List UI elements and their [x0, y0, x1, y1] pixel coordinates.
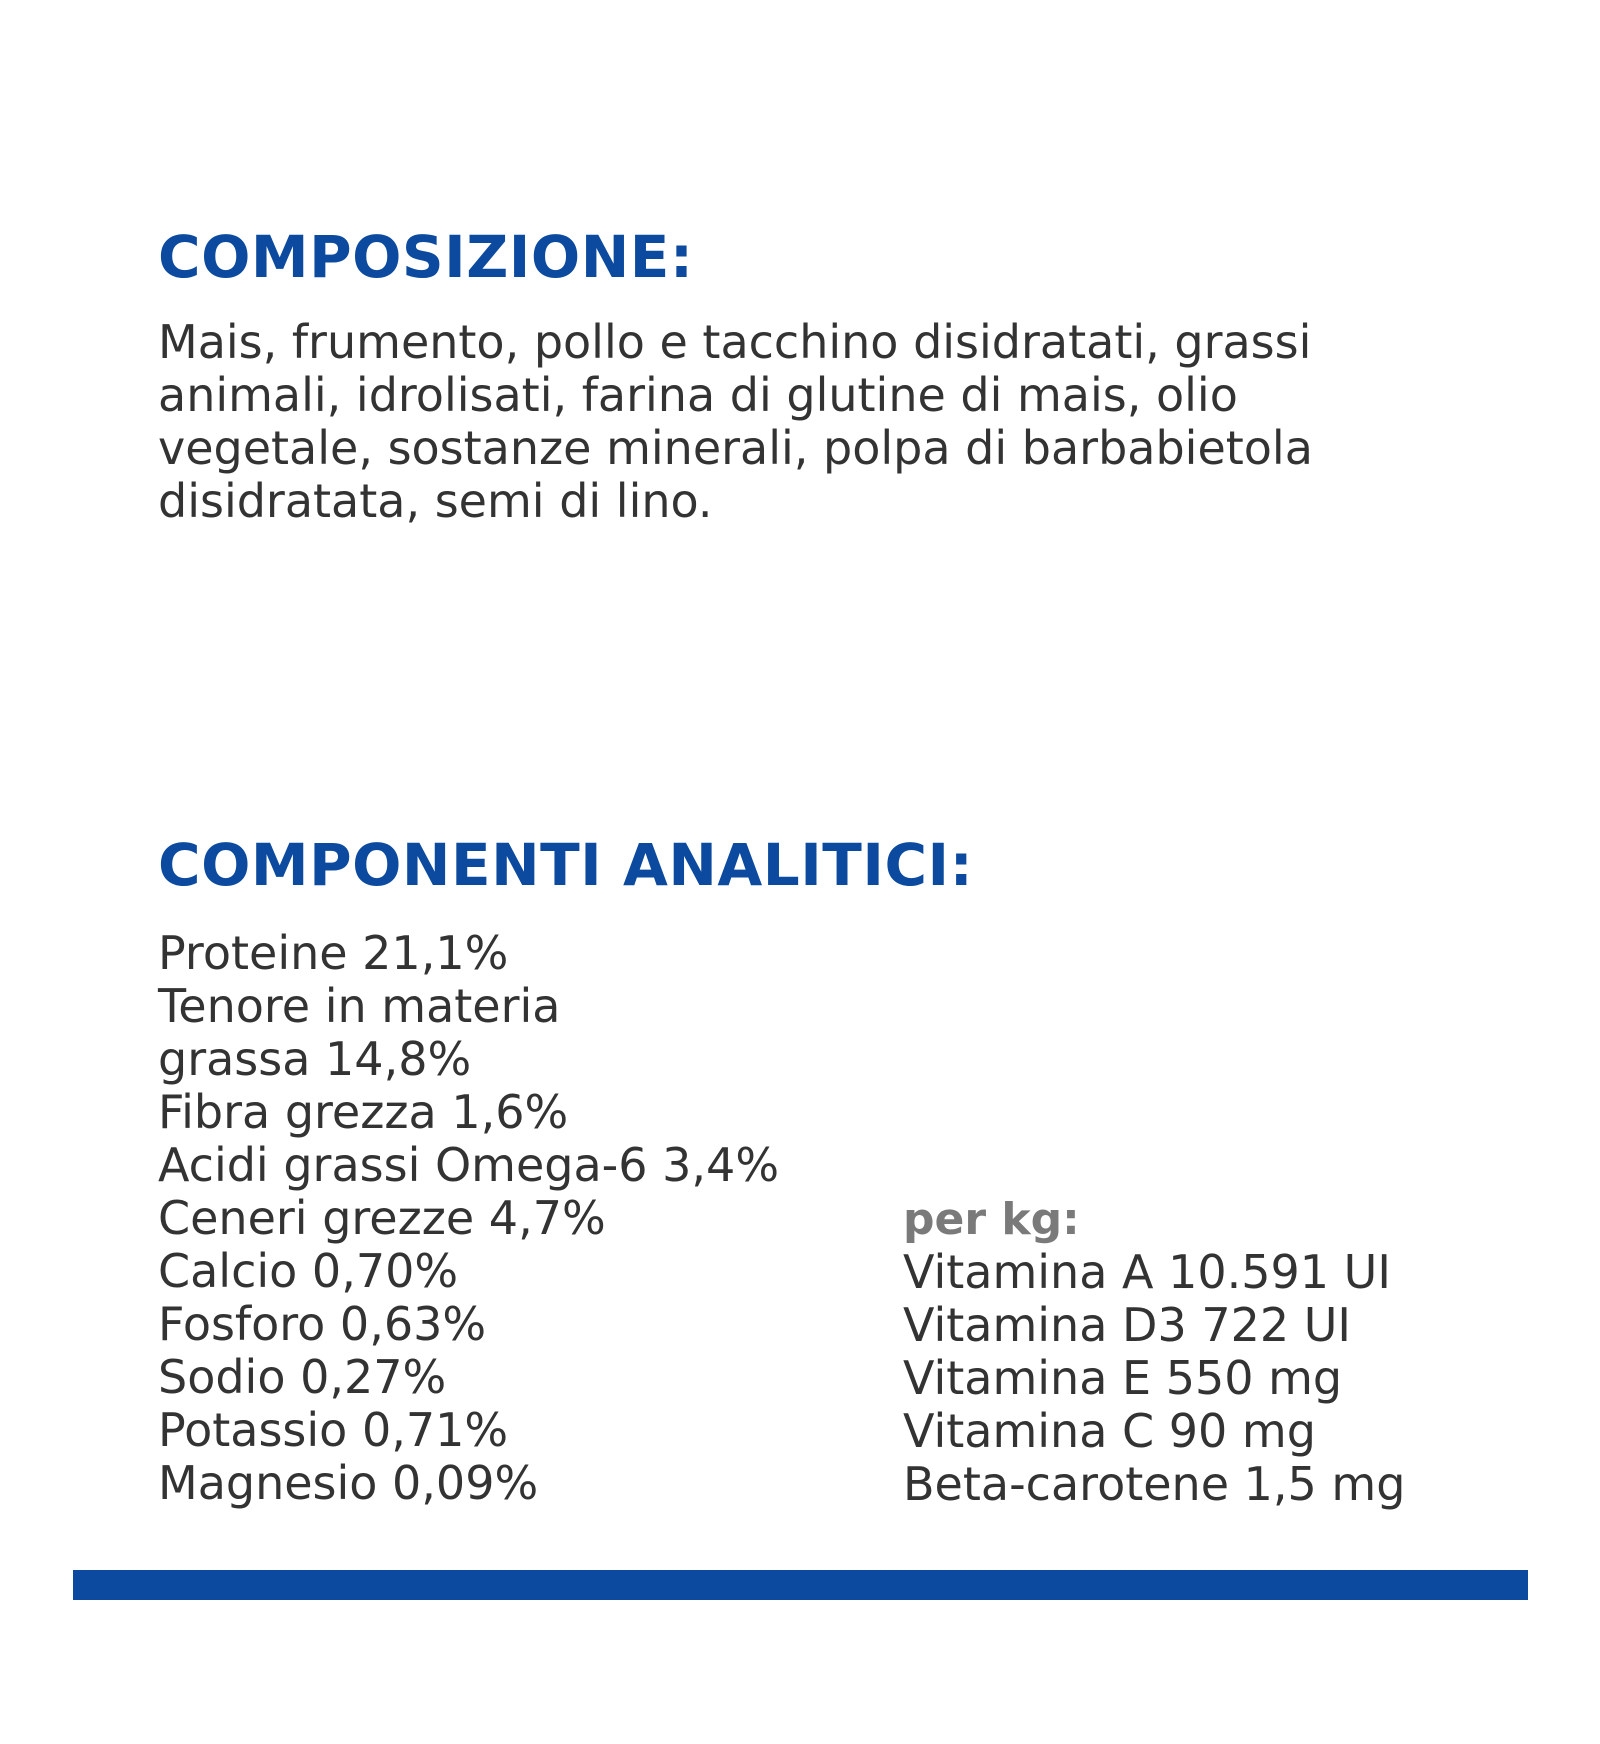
analytics-item-fosforo: Fosforo 0,63%: [158, 1297, 487, 1351]
analytics-list: [158, 927, 779, 1510]
analytics-item-magnesio: Magnesio 0,09%: [158, 1456, 539, 1510]
vitamin-item-beta-carotene: Beta-carotene 1,5 mg: [903, 1457, 1406, 1511]
per-kg-label: per kg:: [903, 1194, 1080, 1245]
analytics-item-ceneri: Ceneri grezze 4,7%: [158, 1191, 606, 1245]
bottom-divider-bar: [73, 1570, 1528, 1600]
composition-line: Mais, frumento, pollo e tacchino disidratati, grassi: [158, 315, 1312, 369]
vitamin-item-d3: Vitamina D3 722 UI: [903, 1298, 1351, 1352]
vitamin-item-e: Vitamina E 550 mg: [903, 1351, 1343, 1405]
vitamins-block: [903, 1193, 1405, 1511]
composition-line: animali, idrolisati, farina di glutine di mais, olio: [158, 368, 1238, 422]
analytics-heading: COMPONENTI ANALITICI:: [158, 831, 974, 899]
analytics-item-omega6: Acidi grassi Omega-6 3,4%: [158, 1138, 780, 1192]
analytics-item-sodio: Sodio 0,27%: [158, 1350, 447, 1404]
analytics-item-potassio: Potassio 0,71%: [158, 1403, 509, 1457]
composition-line: disidratata, semi di lino.: [158, 474, 713, 528]
composition-line: vegetale, sostanze minerali, polpa di barbabietola: [158, 421, 1313, 475]
vitamins-list: [903, 1246, 1405, 1511]
analytics-item-calcio: Calcio 0,70%: [158, 1244, 459, 1298]
analytics-item-proteine: Proteine 21,1%: [158, 926, 509, 980]
composition-text: [158, 316, 1488, 528]
vitamin-item-c: Vitamina C 90 mg: [903, 1404, 1316, 1458]
analytics-item-tenore: Tenore in materia: [158, 979, 561, 1033]
analytics-item-grassa: grassa 14,8%: [158, 1032, 472, 1086]
vitamin-item-a: Vitamina A 10.591 UI: [903, 1245, 1391, 1299]
composition-heading: COMPOSIZIONE:: [158, 223, 694, 291]
analytics-item-fibra: Fibra grezza 1,6%: [158, 1085, 569, 1139]
